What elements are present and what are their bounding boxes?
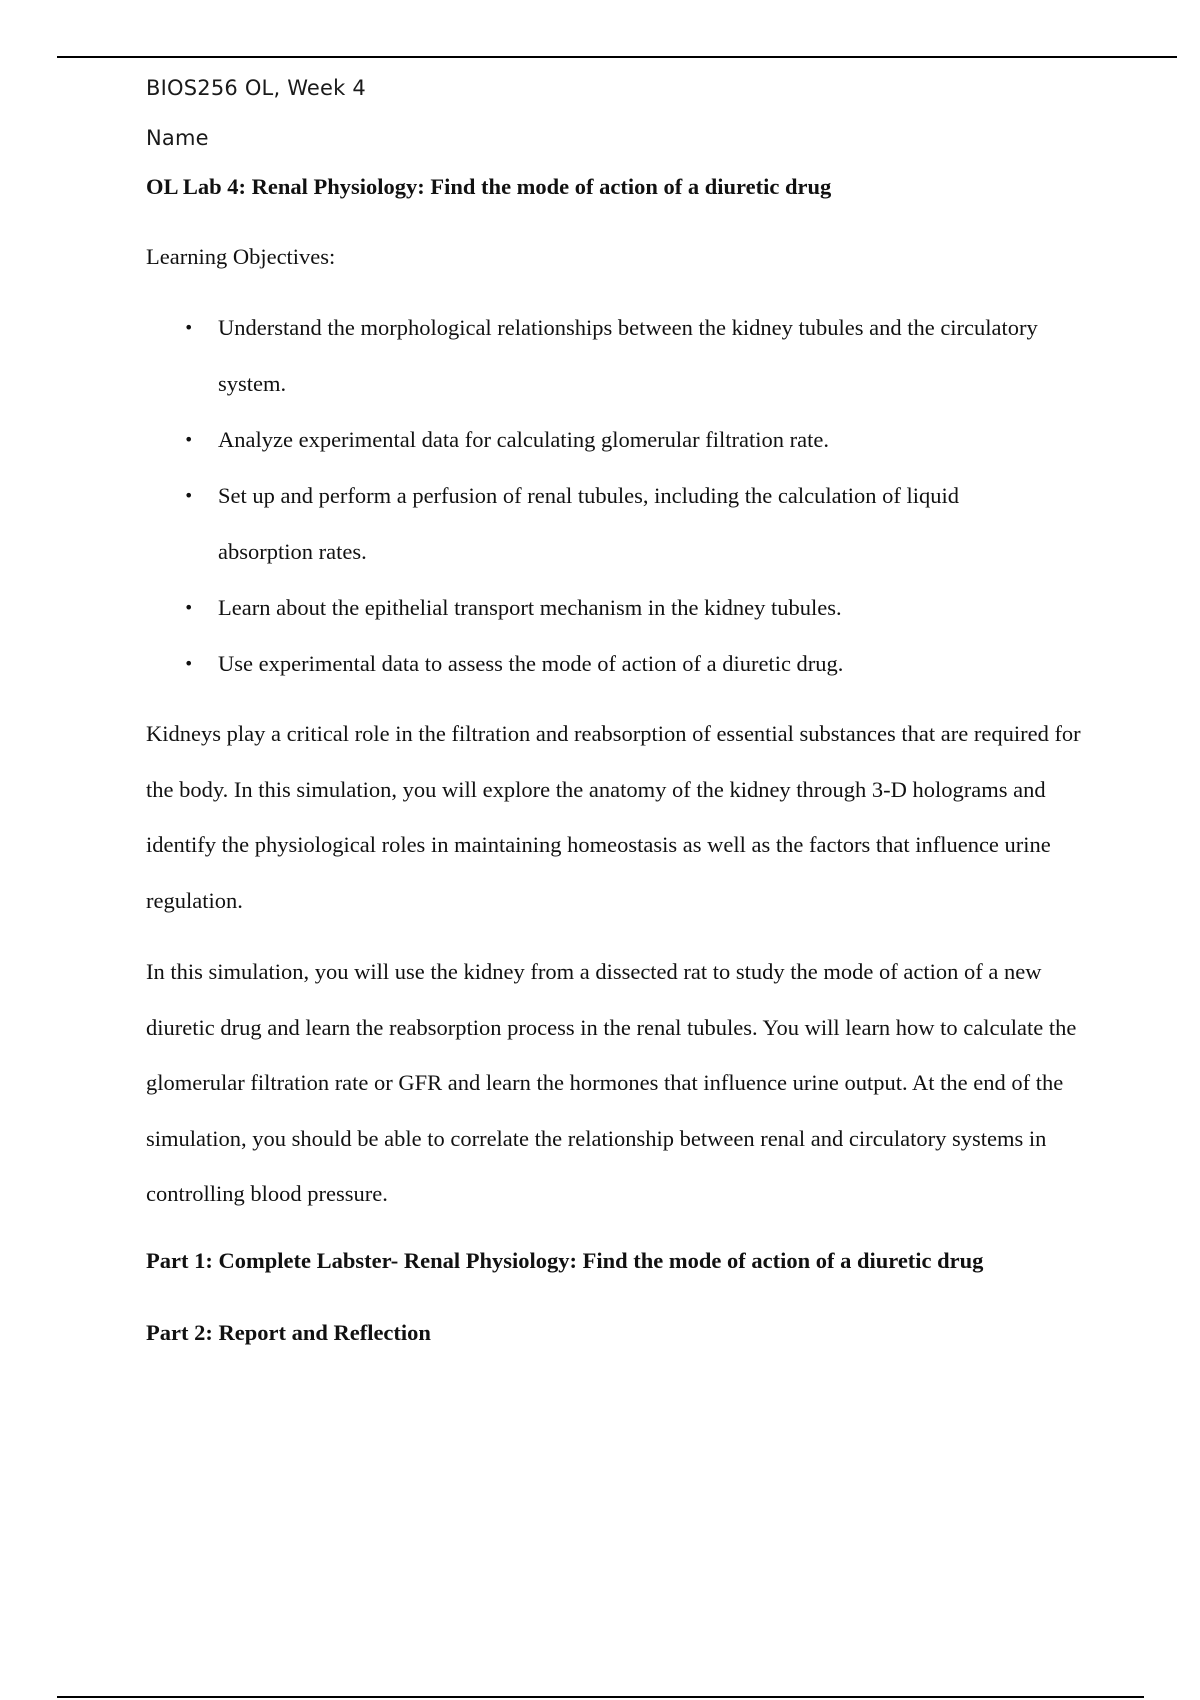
- objective-text: Understand the morphological relationships between the kidney tubules and the circulatory system.: [218, 315, 1038, 396]
- bullet-icon: •: [184, 486, 194, 505]
- objective-text: Analyze experimental data for calculating glomerular filtration rate.: [218, 427, 829, 452]
- objective-text: Set up and perform a perfusion of renal tubules, including the calculation of liquid absorption rates.: [218, 483, 960, 564]
- part-2-heading: Part 2: Report and Reflection: [146, 1319, 431, 1345]
- top-rule: [57, 56, 1177, 58]
- bullet-icon: •: [184, 598, 194, 617]
- objectives-heading: Learning Objectives:: [146, 244, 336, 269]
- objective-item: [146, 300, 1038, 412]
- course-header: BIOS256 OL, Week 4: [146, 76, 366, 100]
- bullet-icon: •: [184, 430, 194, 449]
- simulation-paragraph: In this simulation, you will use the kidney from a dissected rat to study the mode of action of a new diuretic drug and learn the reabsorption process in the renal tubules. You will learn how to calculate the glomerular filtration rate or GFR and learn the hormones that influence urine output. At the end of the simulation, you should be able to correlate the relationship between renal and circulatory systems in controlling blood pressure.: [146, 959, 1077, 1206]
- objectives-list: [146, 300, 1106, 692]
- document-page: [146, 68, 1106, 1348]
- part-1-heading: Part 1: Complete Labster- Renal Physiology: Find the mode of action of a diuretic drug: [146, 1247, 984, 1273]
- objective-item: [146, 468, 1038, 580]
- objective-item: [146, 636, 1038, 692]
- lab-title: OL Lab 4: Renal Physiology: Find the mode of action of a diuretic drug: [146, 174, 832, 199]
- bottom-rule: [57, 1696, 1144, 1698]
- intro-paragraph: Kidneys play a critical role in the filtration and reabsorption of essential substances that are required for the body. In this simulation, you will explore the anatomy of the kidney through 3-D holograms and identify the physiological roles in maintaining homeostasis as well as the factors that influence urine regulation.: [146, 721, 1081, 913]
- bullet-icon: •: [184, 654, 194, 673]
- objective-text: Learn about the epithelial transport mechanism in the kidney tubules.: [218, 595, 842, 620]
- objective-text: Use experimental data to assess the mode of action of a diuretic drug.: [218, 651, 844, 676]
- objective-item: [146, 580, 1038, 636]
- objective-item: [146, 412, 1038, 468]
- name-label: Name: [146, 126, 209, 150]
- bullet-icon: •: [184, 318, 194, 337]
